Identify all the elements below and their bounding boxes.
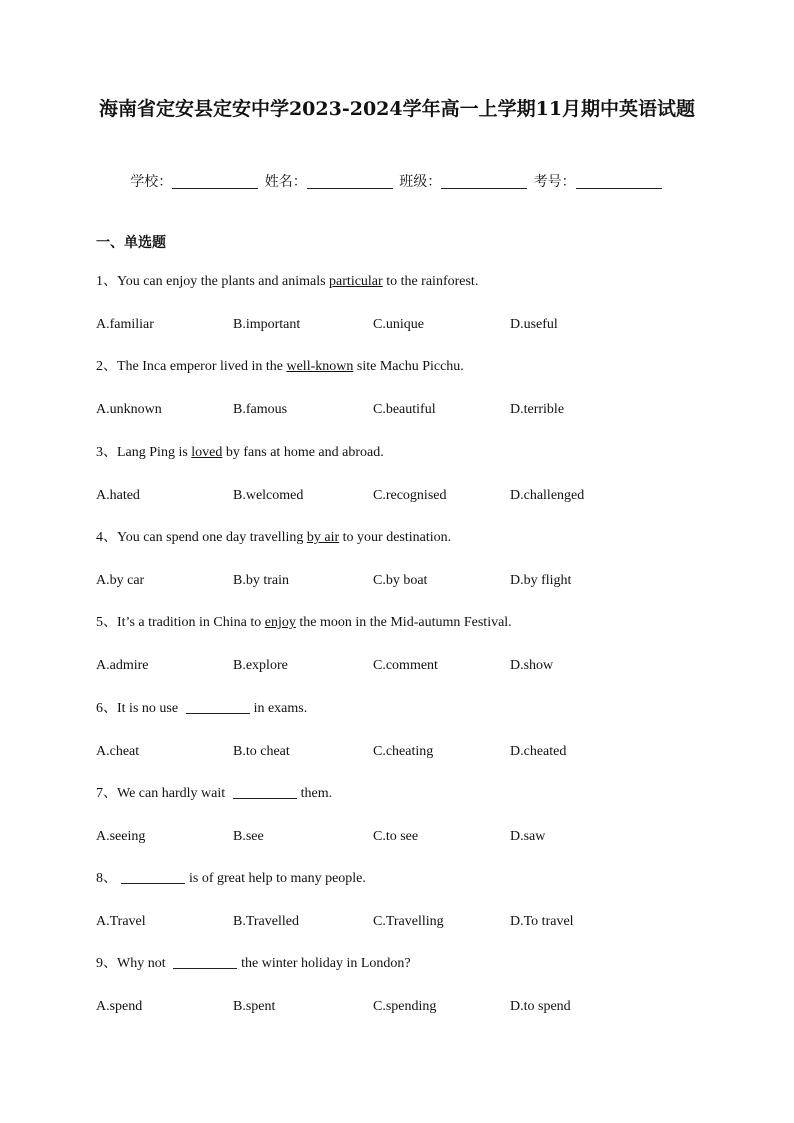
school-field[interactable] xyxy=(172,171,258,189)
option-d[interactable]: D.useful xyxy=(510,317,558,332)
question-2 xyxy=(96,357,464,377)
class-field[interactable] xyxy=(441,171,527,189)
number-field[interactable] xyxy=(576,171,662,189)
section-heading: 一、单选题 xyxy=(96,235,166,251)
class-label: 班级： xyxy=(399,174,442,190)
question-text: Why not xyxy=(117,956,166,972)
question-number: 7、 xyxy=(96,785,117,801)
question-text: The Inca emperor lived in the xyxy=(117,359,283,375)
number-label: 考号： xyxy=(533,174,576,190)
options-row xyxy=(96,827,716,847)
question-text: It’s a tradition in China to xyxy=(117,615,262,631)
option-c[interactable]: C.Travelling xyxy=(373,914,444,930)
underlined-word: particular xyxy=(329,274,383,289)
question-8 xyxy=(96,869,366,889)
underlined-word: loved xyxy=(191,444,223,460)
option-c[interactable]: C.spending xyxy=(373,999,437,1015)
option-c[interactable]: C.comment xyxy=(373,658,438,674)
question-text-end: in exams. xyxy=(253,700,308,716)
option-b[interactable]: B.welcomed xyxy=(233,487,304,503)
question-3 xyxy=(96,443,384,463)
answer-blank[interactable] xyxy=(233,784,297,799)
underlined-word: enjoy xyxy=(264,615,296,631)
question-7 xyxy=(96,784,332,804)
question-number: 4、 xyxy=(96,529,117,545)
option-c[interactable]: C.to see xyxy=(373,828,419,844)
option-a[interactable]: A.unknown xyxy=(96,402,162,418)
question-text: It is no use xyxy=(117,700,179,716)
question-number: 9、 xyxy=(96,956,117,972)
options-row xyxy=(96,656,716,676)
option-d[interactable]: D.saw xyxy=(510,828,546,844)
question-text: You can enjoy the plants and animals xyxy=(117,274,326,289)
option-b[interactable]: B.to cheat xyxy=(233,743,290,759)
option-d[interactable]: D.cheated xyxy=(510,743,567,759)
question-text-end: to the rainforest. xyxy=(386,274,479,289)
name-field[interactable] xyxy=(307,171,393,189)
answer-blank[interactable] xyxy=(121,869,185,884)
school-label: 学校： xyxy=(130,174,173,190)
question-number: 1、 xyxy=(96,274,117,289)
options-row xyxy=(96,997,716,1017)
question-text-end: them. xyxy=(300,785,333,801)
option-d[interactable]: D.to spend xyxy=(510,999,571,1015)
option-d[interactable]: D.To travel xyxy=(510,914,574,930)
option-d[interactable]: D.by flight xyxy=(510,572,572,588)
option-a[interactable]: A.admire xyxy=(96,658,149,674)
options-row xyxy=(96,486,716,506)
question-1 xyxy=(96,272,478,292)
student-info-line xyxy=(0,170,794,194)
option-a[interactable]: A.familiar xyxy=(96,317,154,332)
option-a[interactable]: A.by car xyxy=(96,572,145,588)
option-d[interactable]: D.challenged xyxy=(510,487,585,503)
question-text-end: by fans at home and abroad. xyxy=(225,444,384,460)
answer-blank[interactable] xyxy=(186,699,250,714)
options-row xyxy=(96,571,716,591)
option-b[interactable]: B.see xyxy=(233,828,264,844)
options-row xyxy=(96,315,716,335)
question-number: 6、 xyxy=(96,700,117,716)
option-b[interactable]: B.important xyxy=(233,317,301,332)
option-c[interactable]: C.cheating xyxy=(373,743,434,759)
option-b[interactable]: B.spent xyxy=(233,999,276,1015)
page-title: 海南省定安县定安中学2023-2024学年高一上学期11月期中英语试题 xyxy=(98,98,696,120)
underlined-word: well-known xyxy=(286,359,354,375)
question-number: 3、 xyxy=(96,444,117,460)
option-b[interactable]: B.explore xyxy=(233,658,288,674)
question-number: 8、 xyxy=(96,871,117,887)
question-number: 2、 xyxy=(96,359,117,375)
option-d[interactable]: D.show xyxy=(510,658,554,674)
underlined-word: by air xyxy=(306,529,340,545)
question-text-end: the winter holiday in London? xyxy=(241,956,411,972)
option-a[interactable]: A.cheat xyxy=(96,743,140,759)
answer-blank[interactable] xyxy=(173,954,237,969)
options-row xyxy=(96,400,716,420)
question-text-end: the moon in the Mid-autumn Festival. xyxy=(299,615,512,631)
question-4 xyxy=(96,528,451,548)
option-a[interactable]: A.hated xyxy=(96,487,140,503)
question-number: 5、 xyxy=(96,615,117,631)
name-label: 姓名： xyxy=(264,174,307,190)
question-5 xyxy=(96,613,512,633)
option-d[interactable]: D.terrible xyxy=(510,402,565,418)
question-text-end: to your destination. xyxy=(342,529,452,545)
option-a[interactable]: A.spend xyxy=(96,999,143,1015)
question-text: We can hardly wait xyxy=(117,785,226,801)
question-text-end: site Machu Picchu. xyxy=(356,359,464,375)
question-text: Lang Ping is xyxy=(117,444,188,460)
option-a[interactable]: A.seeing xyxy=(96,828,146,844)
question-text: You can spend one day travelling xyxy=(117,529,304,545)
option-c[interactable]: C.beautiful xyxy=(373,402,436,418)
question-9 xyxy=(96,954,411,974)
option-c[interactable]: C.unique xyxy=(373,317,424,332)
option-b[interactable]: B.Travelled xyxy=(233,914,299,930)
option-c[interactable]: C.by boat xyxy=(373,572,428,588)
option-a[interactable]: A.Travel xyxy=(96,914,146,930)
option-c[interactable]: C.recognised xyxy=(373,487,447,503)
question-6 xyxy=(96,699,307,719)
options-row xyxy=(96,742,716,762)
option-b[interactable]: B.famous xyxy=(233,402,288,418)
option-b[interactable]: B.by train xyxy=(233,572,289,588)
options-row xyxy=(96,912,716,932)
question-text-end: is of great help to many people. xyxy=(189,871,366,887)
